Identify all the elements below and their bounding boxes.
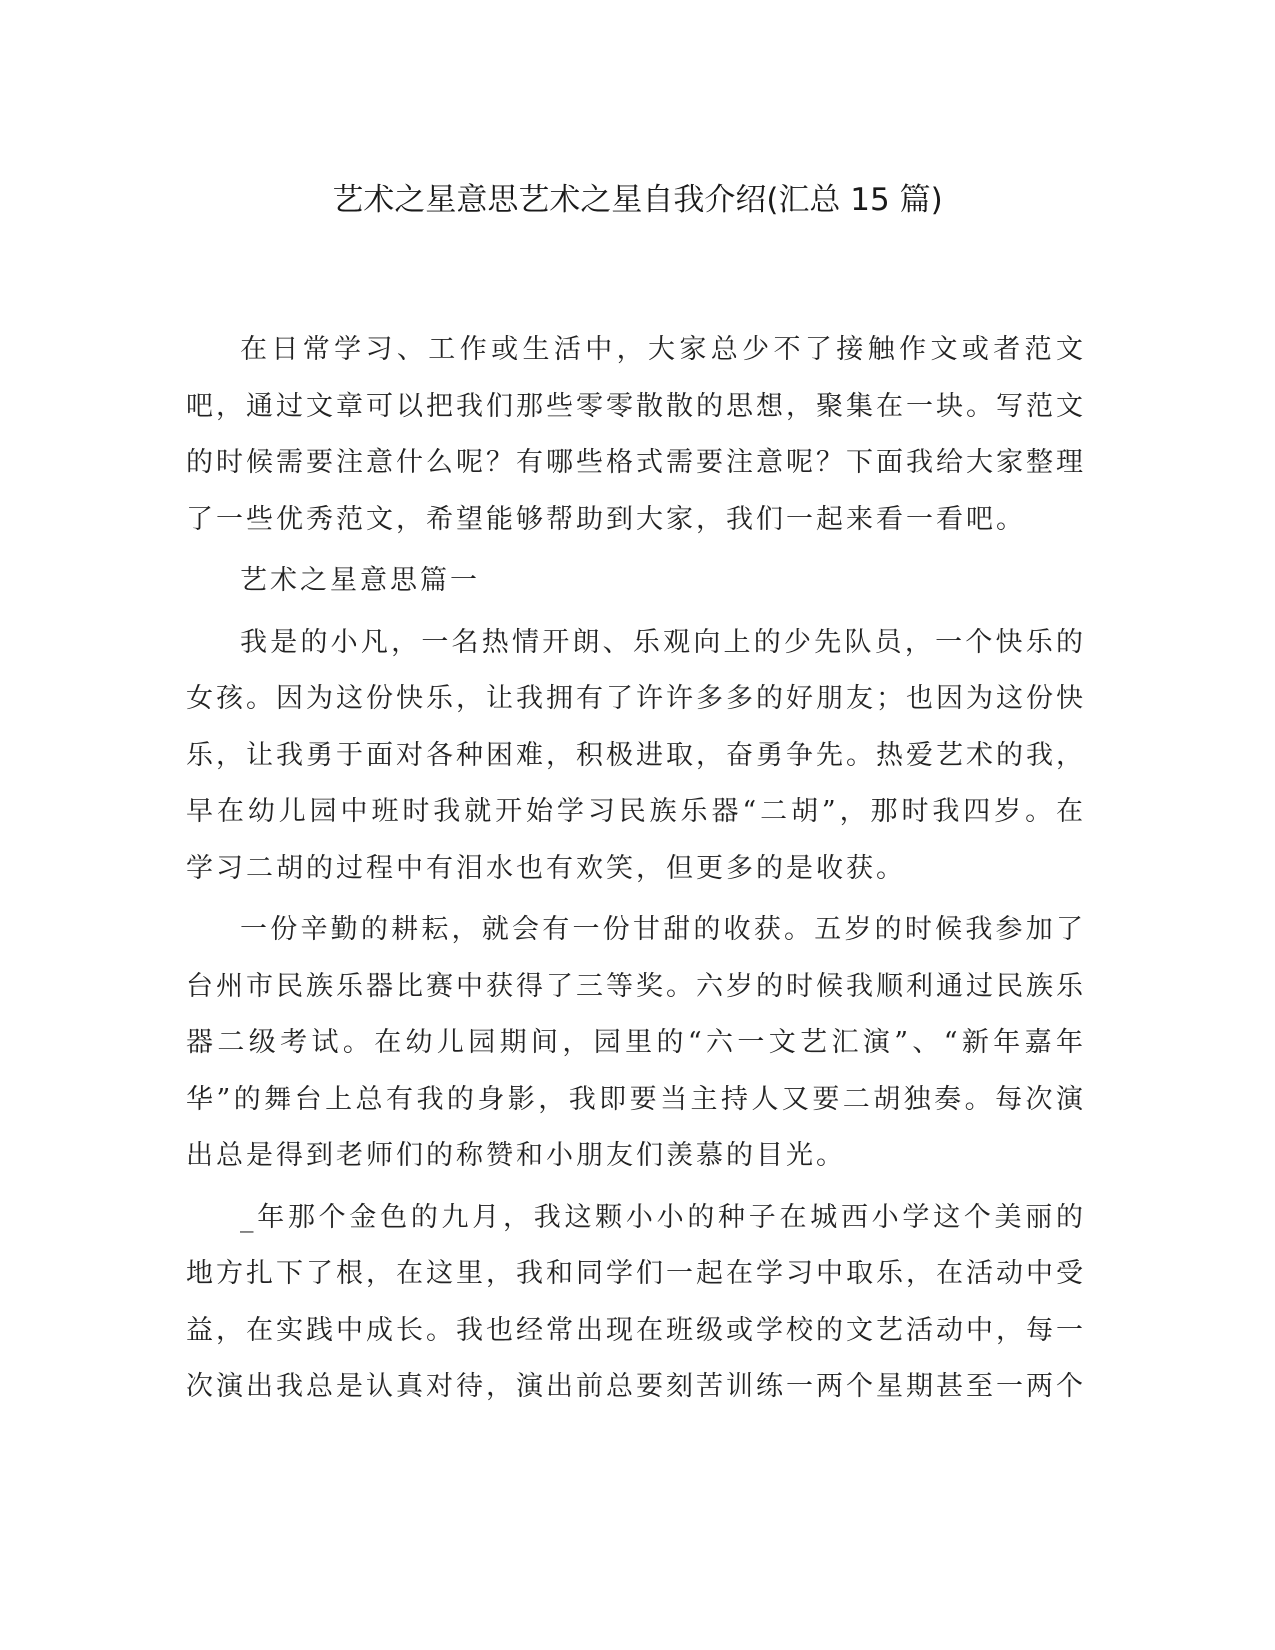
document-body (186, 322, 1086, 1421)
paragraph: _年那个金色的九月，我这颗小小的种子在城西小学这个美丽的地方扎下了根，在这里，我和同学们一起在学习中取乐，在活动中受益，在实践中成长。我也经常出现在班级或学校的文艺活动中，每一次演出我总是认真对待，演出前总要刻苦训练一两个星期甚至一两个 (186, 1201, 1086, 1402)
document-title: 艺术之星意思艺术之星自我介绍(汇总 15 篇) (332, 182, 943, 218)
paragraph-intro: 在日常学习、工作或生活中，大家总少不了接触作文或者范文吧，通过文章可以把我们那些零零散散的思想，聚集在一块。写范文的时候需要注意什么呢？有哪些格式需要注意呢？下面我给大家整理了一些优秀范文，希望能够帮助到大家，我们一起来看一看吧。 (186, 334, 1086, 535)
paragraph: 一份辛勤的耕耘，就会有一份甘甜的收获。五岁的时候我参加了台州市民族乐器比赛中获得了三等奖。六岁的时候我顺利通过民族乐器二级考试。在幼儿园期间，园里的“六一文艺汇演”、“新年嘉年华”的舞台上总有我的身影，我即要当主持人又要二胡独奏。每次演出总是得到老师们的称赞和小朋友们羡慕的目光。 (186, 914, 1086, 1171)
paragraph: 我是的小凡，一名热情开朗、乐观向上的少先队员，一个快乐的女孩。因为这份快乐，让我拥有了许许多多的好朋友；也因为这份快乐，让我勇于面对各种困难，积极进取，奋勇争先。热爱艺术的我，早在幼儿园中班时我就开始学习民族乐器“二胡”，那时我四岁。在学习二胡的过程中有泪水也有欢笑，但更多的是收获。 (186, 626, 1086, 884)
section-heading: 艺术之星意思篇一 (240, 565, 480, 596)
